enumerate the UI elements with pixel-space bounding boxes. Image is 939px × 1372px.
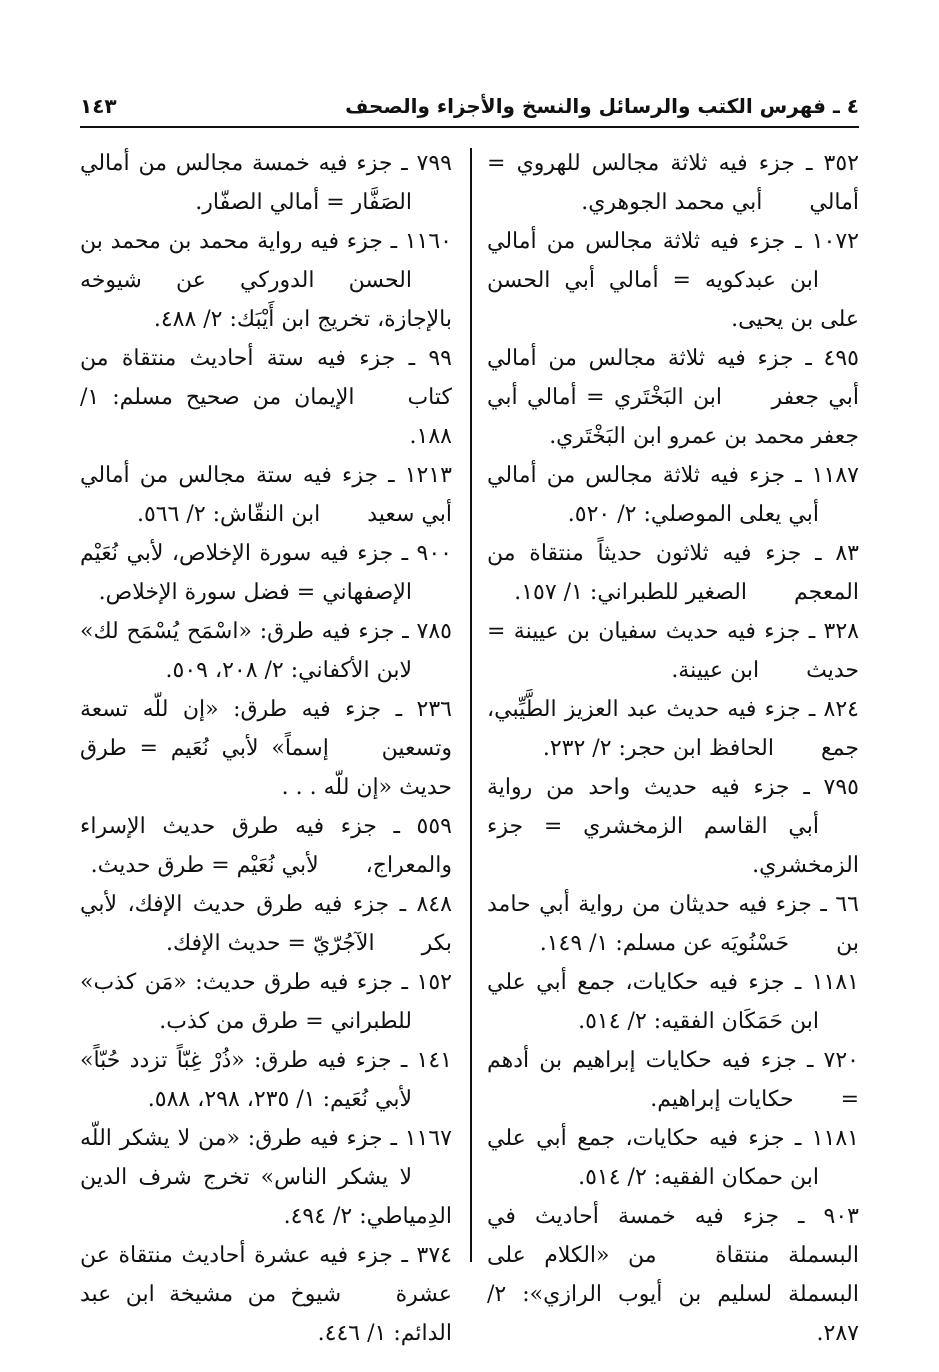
index-entry [80,612,452,690]
index-entry [80,1119,452,1236]
entry-heading-line: ٧٢٠ ـ جزء فيه حكايات إبراهيم بن أدهم = [487,1048,859,1112]
entry-continuation: الآجُرّيّ = حديث الإفك. [165,931,375,956]
entry-heading-line: ٨٢٤ ـ جزء فيه حديث عبد العزيز الطَّيِّبي، جمع [487,697,859,761]
index-entry [80,807,452,885]
entry-heading-line: ٨٣ ـ جزء فيه ثلاثون حديثاً منتقاة من المعجم [487,541,859,605]
index-entry [487,534,859,612]
entry-continuation: لا يشكر الناس» تخرج شرف الدين الدِمياطي: ٢/ ٤٩٤. [80,1165,452,1229]
entry-heading-line: ٣٢٨ ـ جزء فيه حديث سفيان بن عيينة = حديث [487,619,859,683]
index-entry [80,1041,452,1119]
entry-heading-line: ٩٩ ـ جزء فيه ستة أحاديث منتقاة من كتاب [80,346,452,410]
entry-continuation: لأبي نُعَيْم = طرق حديث. [90,853,319,878]
entry-continuation: ابن حَمَكَان الفقيه: ٢/ ٥١٤. [578,1009,819,1034]
right-column [487,144,859,1353]
index-entry [80,885,452,963]
entry-continuation: الحسن الدوركي عن شيوخه بالإجازة، تخريج ابن أَيْبَك: ٢/ ٤٨٨. [80,268,452,332]
entry-continuation: إسماً» لأبي نُعَيم = طرق حديث «إن للّه . . . [80,736,452,800]
entry-heading-line: ١١٨٧ ـ جزء فيه ثلاثة مجالس من أمالي [487,463,859,488]
entry-continuation: الحافظ ابن حجر: ٢/ ٢٣٢. [542,736,774,761]
entry-continuation: ابن النقّاش: ٢/ ٥٦٦. [136,502,321,527]
entry-continuation: لابن الأكفاني: ٢/ ٢٠٨، ٥٠٩. [165,658,412,683]
index-entry [487,885,859,963]
entry-continuation: حكايات إبراهيم. [650,1087,794,1112]
index-entry [487,612,859,690]
index-entry [80,963,452,1041]
entry-heading-line: ١٥٢ ـ جزء فيه طرق حديث: «مَن كذب» [80,970,452,995]
entry-heading-line: ٧٩٩ ـ جزء فيه خمسة مجالس من أمالي [80,151,452,176]
entry-heading-line: ٩٠٠ ـ جزء فيه سورة الإخلاص، لأبي نُعَيْم [80,541,452,566]
entry-continuation: ابن حمكان الفقيه: ٢/ ٥١٤. [578,1165,819,1190]
entry-continuation: لأبي نُعَيم: ١/ ٢٣٥، ٢٩٨، ٥٨٨. [147,1087,412,1112]
index-entry [80,456,452,534]
entry-heading-line: ١٤١ ـ جزء فيه طرق: «ذُرْ غِبّاً تزدد حُبّاً» [80,1048,452,1073]
left-column [80,144,452,1353]
entry-heading-line: ١٢١٣ ـ جزء فيه ستة مجالس من أمالي أبي سعيد [80,463,452,527]
page-number: ١٤٣ [80,94,117,118]
entry-continuation: الإيمان من صحيح مسلم: ١/ ١٨٨. [80,385,452,449]
entry-continuation: الإصفهاني = فضل سورة الإخلاص. [98,580,412,605]
entry-continuation: أبي محمد الجوهري. [581,190,763,215]
index-entry [80,690,452,807]
entry-continuation: ابن البَخْتَري = أمالي أبي جعفر محمد بن عمرو ابن البَخْتَري. [487,385,859,449]
index-entry [80,1236,452,1353]
index-entry [487,768,859,885]
index-entry [80,534,452,612]
entry-heading-line: ١١٨١ ـ جزء فيه حكايات، جمع أبي علي [487,970,859,995]
entry-heading-line: ٩٠٣ ـ جزء فيه خمسة أحاديث في البسملة منتقاة [487,1204,859,1268]
index-entry [80,339,452,456]
entry-heading-line: ١١٨١ ـ جزء فيه حكايات، جمع أبي علي [487,1126,859,1151]
index-entry [487,690,859,768]
index-entry [80,144,452,222]
entry-continuation: من «الكلام على البسملة لسليم بن أيوب الرازي»: ٢/ ٢٨٧. [487,1243,859,1346]
entry-continuation: ابن عيينة. [671,658,760,683]
entry-heading-line: ١١٦٧ ـ جزء فيه طرق: «من لا يشكر اللّه [80,1126,452,1151]
entry-heading-line: ٣٥٢ ـ جزء فيه ثلاثة مجالس للهروي = أمالي [487,151,859,215]
entry-continuation: للطبراني = طرق من كذب. [159,1009,412,1034]
index-entry [487,1197,859,1353]
entry-heading-line: ٢٣٦ ـ جزء فيه طرق: «إن للّه تسعة وتسعين [80,697,453,761]
index-columns [80,144,859,1346]
index-entry [487,1041,859,1119]
entry-heading-line: ٥٥٩ ـ جزء فيه طرق حديث الإسراء والمعراج، [80,814,452,878]
entry-heading-line: ٨٤٨ ـ جزء فيه طرق حديث الإفك، لأبي بكر [80,892,452,956]
entry-continuation: شيوخ من مشيخة ابن عبد الدائم: ١/ ٤٤٦. [80,1282,452,1346]
entry-heading-line: ٣٧٤ ـ جزء فيه عشرة أحاديث منتقاة عن عشرة [80,1243,453,1307]
index-entry [487,456,859,534]
index-entry [487,339,859,456]
entry-heading-line: ٦٦ ـ جزء فيه حديثان من رواية أبي حامد بن [487,892,859,956]
index-entry [80,222,452,339]
entry-heading-line: ٧٨٥ ـ جزء فيه طرق: «اسْمَح يُسْمَح لك» [80,619,452,644]
entry-continuation: ابن عبدكويه = أمالي أبي الحسن على بن يحيى. [487,268,859,332]
entry-continuation: حَسْنُويَه عن مسلم: ١/ ١٤٩. [539,931,790,956]
entry-heading-line: ٧٩٥ ـ جزء فيه حديث واحد من رواية [487,775,859,800]
index-entry [487,222,859,339]
entry-heading-line: ١١٦٠ ـ جزء فيه رواية محمد بن محمد بن [80,229,452,254]
entry-heading-line: ٤٩٥ ـ جزء فيه ثلاثة مجالس من أمالي أبي جعفر [487,346,859,410]
index-entry [487,963,859,1041]
running-title: ٤ ـ فهرس الكتب والرسائل والنسخ والأجزاء والصحف [345,94,859,118]
page-header [80,86,859,128]
entry-continuation: الصغير للطبراني: ١/ ١٥٧. [514,580,747,605]
entry-heading-line: ١٠٧٢ ـ جزء فيه ثلاثة مجالس من أمالي [487,229,859,254]
entry-continuation: الصَفَّار = أمالي الصفّار. [195,190,412,215]
index-entry [487,1119,859,1197]
entry-continuation: أبي يعلى الموصلي: ٢/ ٥٢٠. [567,502,819,527]
entry-continuation: أبي القاسم الزمخشري = جزء الزمخشري. [487,814,859,878]
index-entry [487,144,859,222]
